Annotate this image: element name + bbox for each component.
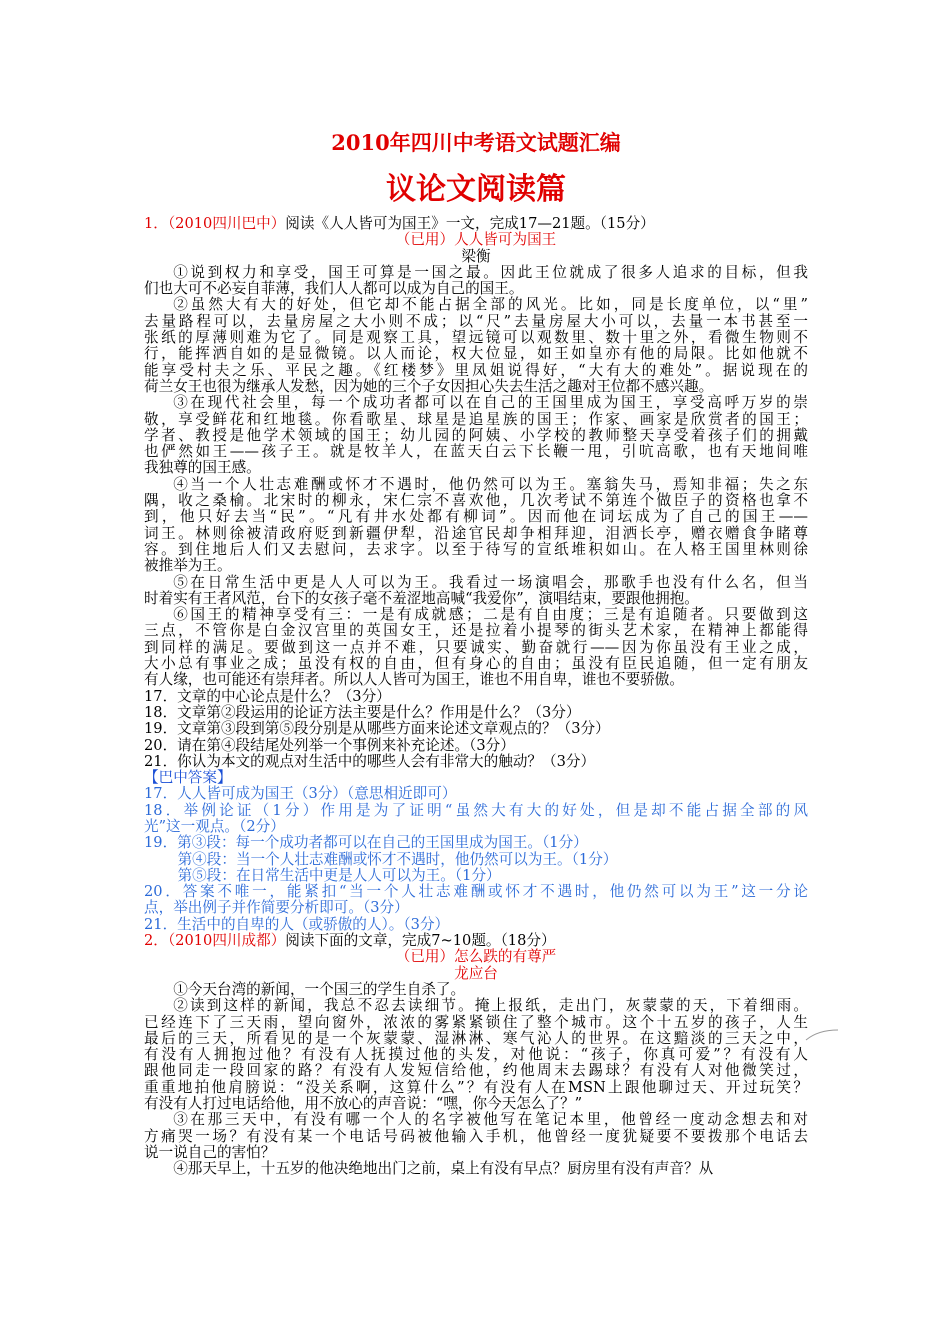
paragraph-line: 已经连下了三天雨，望向窗外，浓浓的雾紧紧锁住了整个城市。这个十五岁的孩子，人生 bbox=[144, 1013, 808, 1031]
paragraph-line: ①说到权力和享受，国王可算是一国之最。因此王位就成了很多人追求的目标，但我 bbox=[173, 263, 808, 281]
paragraph-line: 们也大可不必妄自菲薄，我们人人都可以成为自己的国王。 bbox=[144, 280, 524, 298]
paragraph-line: ②读到这样的新闻，我总不忍去读细节。掩上报纸，走出门，灰蒙蒙的天，下着细雨。 bbox=[173, 997, 808, 1015]
answer-line: 第⑤段：在日常生活中更是人人可以为王。（1分） bbox=[177, 866, 501, 884]
paragraph-line: 也俨然如王——孩子王。就是牧羊人，在蓝天白云下长鞭一甩，引吭高歌，也有天地间唯 bbox=[144, 443, 808, 461]
q1-author: 梁衡 bbox=[461, 247, 491, 265]
answer-line: 点，举出例子并作简要分析即可。（3分） bbox=[144, 899, 409, 917]
q2-label: 2．（2010四川成都） bbox=[144, 932, 286, 950]
paragraph-line: 学者、教授是他学术领域的国王；幼儿园的阿姨、小学校的教师整天享受着孩子们的拥戴 bbox=[144, 426, 808, 444]
paragraph bbox=[144, 477, 808, 575]
document-body bbox=[144, 128, 808, 1178]
q2-article-title: （已用）怎么跌的有尊严 bbox=[395, 948, 557, 966]
paragraph-line: 张纸的厚薄则难为它了。同是观察工具，望远镜可以观数里、数十里之外，看微生物则不 bbox=[144, 329, 808, 347]
paragraph-line: ①今天台湾的新闻，一个国三的学生自杀了。 bbox=[173, 980, 466, 998]
document-title: 2010年四川中考语文试题汇编 bbox=[331, 130, 621, 155]
answer-line: 21．生活中的自卑的人（或骄傲的人）。（3分） bbox=[144, 915, 450, 933]
q1-instruction: 阅读《人人皆可为国王》一文，完成17—21题。（15分） bbox=[285, 215, 655, 232]
paragraph-line: ②虽然大有大的好处，但它却不能占据全部的风光。比如，同是长度单位，以“里” bbox=[173, 296, 808, 314]
paragraph-line: 跟他同走一段回家的路？有没有人发短信给他，约他周末去踢球？有没有人对他微笑过， bbox=[144, 1062, 808, 1080]
paragraph bbox=[144, 297, 808, 395]
q2-article-body bbox=[144, 982, 808, 1178]
q2-instruction: 阅读下面的文章，完成7~10题。（18分） bbox=[285, 932, 556, 950]
paragraph-line: 大小总有事业之成；虽没有权的自由，但有身心的自由；虽没有臣民追随，但一定有朋友 bbox=[144, 655, 808, 673]
paragraph bbox=[144, 395, 808, 476]
answer-line: 18．举例论证（1分）作用是为了证明“虽然大有大的好处，但是却不能占据全部的风 bbox=[144, 801, 808, 819]
q2-author: 龙应台 bbox=[454, 964, 498, 982]
paragraph-line: 有没有人打过电话给他，用不放心的声音说：“嘿，你今天怎么了？” bbox=[144, 1095, 583, 1113]
paragraph-line: 最后的三天，所看见的是一个灰蒙蒙、湿淋淋、寒气沁人的世界。在这黯淡的三天之中， bbox=[144, 1029, 808, 1047]
question-item: 20．请在第④段结尾处列举一个事例来补充论述。（3分） bbox=[144, 736, 515, 754]
paragraph-line: 到同样的满足。要做到这一点并不难，只要诚实、勤奋就行——因为你虽没有王业之成， bbox=[144, 638, 808, 656]
paragraph bbox=[144, 1112, 808, 1161]
paragraph-line: 隅，收之桑榆。北宋时的柳永，宋仁宗不喜欢他，几次考试不第连个做臣子的资格也拿不 bbox=[144, 492, 808, 510]
paragraph-line: ⑤在日常生活中更是人人可以为王。我看过一场演唱会，那歌手也没有什么名，但当 bbox=[173, 573, 808, 591]
q1-questions bbox=[144, 689, 808, 770]
document-subtitle: 议论文阅读篇 bbox=[386, 172, 566, 207]
paragraph-line: 词王。林则徐被清政府贬到新疆伊犁，沿途官民却争相拜迎，泪洒长亭，赠衣赠食争睹尊 bbox=[144, 524, 808, 542]
question-item: 21．你认为本文的观点对生活中的哪些人会有非常大的触动？（3分） bbox=[144, 752, 596, 770]
paragraph-line: 时着实有王者风范，台下的女孩子毫不羞涩地高喊“我爱你”，演唱结束，要跟他拥抱。 bbox=[144, 589, 699, 607]
paragraph bbox=[144, 575, 808, 608]
paragraph-line: ④当一个人壮志难酬或怀才不遇时，他仍然可以为王。塞翁失马，焉知非福；失之东 bbox=[173, 475, 808, 493]
paragraph bbox=[144, 998, 808, 1112]
paragraph-line: 方痛哭一场？有没有某一个电话号码被他输入手机，他曾经一度犹疑要不要拨那个电话去 bbox=[144, 1127, 808, 1145]
paragraph-line: 说一说自己的害怕？ bbox=[144, 1143, 276, 1161]
paragraph-line: 到，他只好去当“民”。“凡有井水处都有柳词”。因而他在词坛成为了自己的国王—— bbox=[144, 508, 808, 526]
paragraph-line: 三点，不管你是白金汉宫里的英国女王，还是拉着小提琴的街头艺术家，在精神上都能得 bbox=[144, 622, 808, 640]
question-item: 17．文章的中心论点是什么？（3分） bbox=[144, 687, 391, 705]
q2-heading bbox=[144, 933, 808, 949]
paragraph bbox=[144, 1161, 808, 1177]
answer-line: 第④段：当一个人壮志难酬或怀才不遇时，他仍然可以为王。（1分） bbox=[177, 850, 618, 868]
paragraph-line: 行，能挥洒自如的是显微镜。以人而论，权大位显，如王如皇亦有他的局限。比如他就不 bbox=[144, 345, 808, 363]
question-item: 19．文章第③段到第⑤段分别是从哪些方面来论述文章观点的？（3分） bbox=[144, 720, 610, 738]
paragraph-line: 我独尊的国王感。 bbox=[144, 459, 261, 477]
paragraph-line: 有没有人拥抱过他？有没有人抚摸过他的头发，对他说：“孩子，你真可爱”？有没有人 bbox=[144, 1046, 808, 1064]
answer-line: 光”这一观点。（2分） bbox=[144, 817, 285, 835]
scan-mark-icon bbox=[804, 1028, 840, 1042]
paragraph-line: 有人缘，也可能还有崇拜者。所以人人皆可为国王，谁也不用自卑，谁也不要骄傲。 bbox=[144, 671, 684, 689]
answer-line: 20．答案不唯一，能紧扣“当一个人壮志难酬或怀才不遇时，他仍然可以为王”这一分论 bbox=[144, 883, 808, 901]
paragraph-line: ③在那三天中，有没有哪一个人的名字被他写在笔记本里，他曾经一度动念想去和对 bbox=[173, 1111, 808, 1129]
paragraph-line: ③在现代社会里，每一个成功者都可以在自己的王国里成为国王，享受高呼万岁的崇 bbox=[173, 394, 808, 412]
q1-label: 1．（2010四川巴中） bbox=[144, 215, 286, 232]
answer-line: 19．第③段：每一个成功者都可以在自己的王国里成为国王。（1分） bbox=[144, 834, 588, 852]
paragraph-line: 重重地拍他肩膀说：“没关系啊，这算什么”？有没有人在MSN上跟他聊过天、开过玩笑？ bbox=[144, 1078, 808, 1096]
paragraph-line: ④那天早上，十五岁的他决绝地出门之前，桌上有没有早点？厨房里有没有声音？从 bbox=[173, 1160, 714, 1178]
q1-article-body bbox=[144, 265, 808, 689]
paragraph bbox=[144, 607, 808, 688]
paragraph bbox=[144, 982, 808, 998]
paragraph-line: 容。到住地后人们又去慰问，去求字。以至于待写的宣纸堆积如山。在人格王国里林则徐 bbox=[144, 540, 808, 558]
q1-answer-header: 【巴中答案】 bbox=[144, 769, 232, 787]
q1-heading bbox=[144, 216, 808, 232]
paragraph-line: 被推举为王。 bbox=[144, 557, 232, 575]
paragraph-line: 荷兰女王也很为继承人发愁，因为她的三个子女因担心失去生活之趣对王位都不感兴趣。 bbox=[144, 377, 714, 395]
paragraph-line: ⑥国王的精神享受有三：一是有成就感；二是有自由度；三是有追随者。只要做到这 bbox=[173, 606, 808, 624]
question-item: 18．文章第②段运用的论证方法主要是什么？作用是什么？（3分） bbox=[144, 703, 581, 721]
paragraph-line: 能享受村夫之乐、平民之趣。《红楼梦》里凤姐说得好，“大有大的难处”。据说现在的 bbox=[144, 361, 808, 379]
paragraph bbox=[144, 265, 808, 298]
q1-article-title: （已用）人人皆可为国王 bbox=[395, 231, 557, 249]
answer-line: 17．人人皆可成为国王（3分）（意思相近即可） bbox=[144, 785, 457, 803]
paragraph-line: 去量路程可以，去量房屋之大小则不成；以“尺”去量房屋大小可以，去量一本书甚至一 bbox=[144, 312, 808, 330]
q1-answers bbox=[144, 786, 808, 933]
paragraph-line: 敬，享受鲜花和红地毯。你看歌星、球星是追星族的国王；作家、画家是欣赏者的国王； bbox=[144, 410, 808, 428]
